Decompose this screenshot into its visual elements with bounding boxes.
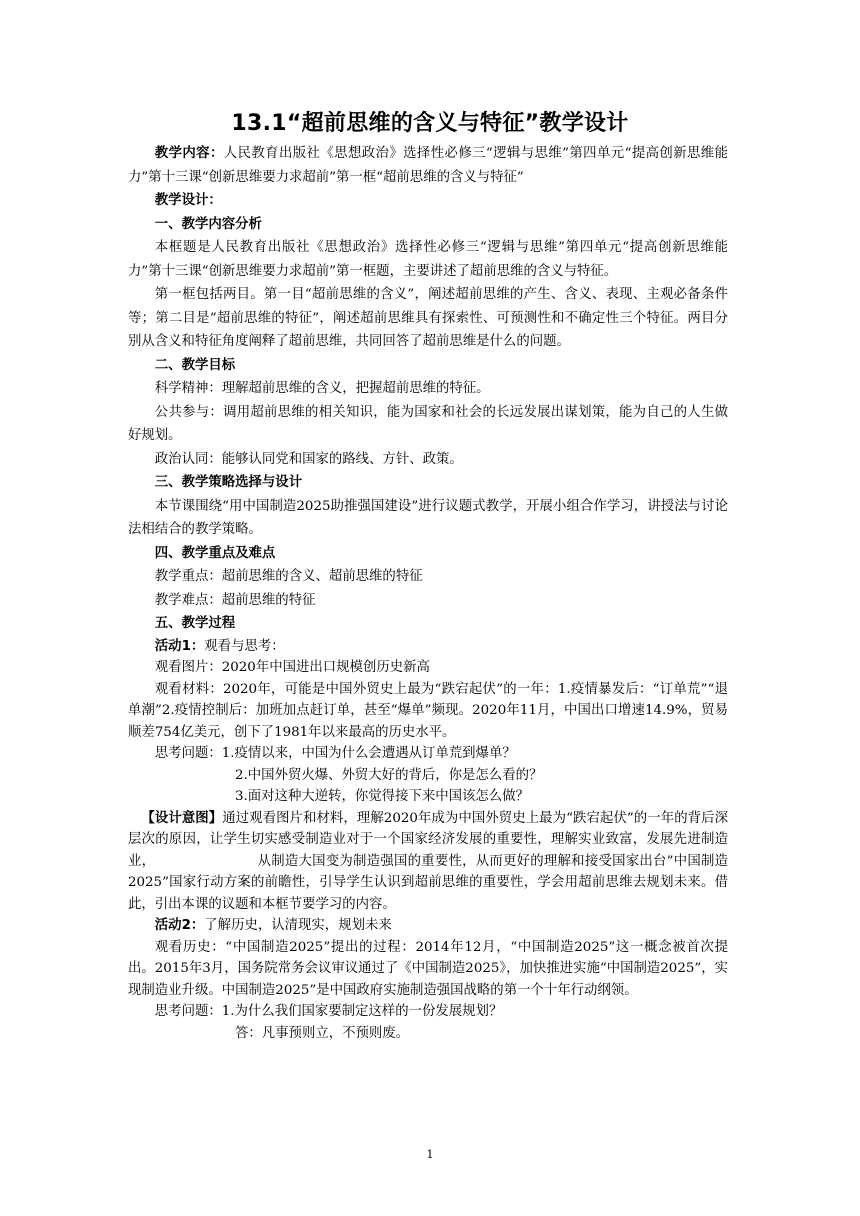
section-1-heading: 一、教学内容分析 (154, 216, 262, 232)
activity-1-question-1 (128, 743, 728, 765)
section-4-heading: 四、教学重点及难点 (154, 545, 276, 561)
activity-2-answer-1: 答：凡事预则立，不预则废。 (235, 1025, 410, 1041)
activity-1-question-2: 2.中国外贸火爆、外贸大好的背后，你是怎么看的？ (235, 767, 543, 783)
question-2-label: 思考问题： (154, 1004, 222, 1019)
goal-science: 科学精神：理解超前思维的含义，把握超前思维的特征。 (154, 381, 490, 396)
section-3-paragraph: 本节课围绕“用中国制造2025助推强国建设”进行议题式教学，开展小组合作学习，讲授法与讨论法相结合的教学策略。 (128, 498, 728, 537)
question-label: 思考问题： (154, 746, 222, 761)
design-intent-text: 通过观看图片和材料，理解2020年成为中国外贸史上最为“跌宕起伏”的一年的背后深层次的原因，让学生切实感受制造业对于一个国家经济发展的重要性，理解实业致富，发展先进制造业， 从制造大国变为制造强国的重要性，从而更好的理解和接受国家出台”中国制造2025”国家行动方案的前瞻性，引导学生认识到超前思维的重要性，学会用超前思维去规划未来。借此，引出本课的议题和本框节要学习的内容。 (128, 810, 728, 912)
activity-1-material: 观看材料：2020年，可能是中国外贸史上最为“跌宕起伏”的一年：1.疫情暴发后：“订单荒”“退单潮”2.疫情控制后：加班加点赶订单，甚至“爆单”频现。2020年11月，中国出口增速14.9%，贸易顺差754亿美元，创下了1981年以来最高的历史水平。 (128, 681, 728, 740)
section-2-heading: 二、教学目标 (154, 357, 236, 373)
document-title: 13.1“超前思维的含义与特征”教学设计 (231, 111, 629, 136)
key-point: 教学重点：超前思维的含义、超前思维的特征 (154, 569, 423, 584)
document-body (128, 142, 728, 1044)
question-2-1: 1.为什么我们国家要制定这样的一份发展规划？ (221, 1004, 503, 1019)
goal-political: 政治认同：能够认同党和国家的路线、方针、政策。 (154, 451, 463, 467)
goal-participation: 公共参与：调用超前思维的相关知识，能为国家和社会的长远发展出谋划策，能为自己的人生做好规划。 (128, 404, 728, 443)
section-5-heading: 五、教学过程 (154, 616, 236, 631)
activity-1-text: 观看与思考： (204, 638, 285, 654)
activity-1 (128, 636, 728, 658)
activity-1-question-3: 3.面对这种大逆转，你觉得接下来中国该怎么做？ (235, 789, 529, 804)
teaching-content-text: 人民教育出版社《思想政治》选择性必修三“逻辑与思维”第四单元“提高创新思维能力”第十三课“创新思维要力求超前”第一框“超前思维的含义与特征” (128, 146, 728, 185)
page-number: 1 (426, 1148, 434, 1161)
process-block (128, 636, 728, 1045)
section-1-paragraph-2: 第一框包括两目。第一目“超前思维的含义”，阐述超前思维的产生、含义、表现、主观必备条件等；第二目是“超前思维的特征”，阐述超前思维具有探索性、可预测性和不确定性三个特征。两目分别从含义和特征角度阐释了超前思维，共同回答了超前思维是什么的问题。 (128, 287, 728, 349)
teaching-design-label: 教学设计： (154, 193, 222, 208)
teaching-content (128, 142, 728, 189)
teaching-content-label: 教学内容： (154, 146, 224, 161)
activity-2-question-1 (128, 1001, 728, 1023)
activity-1-picture: 观看图片：2020年中国进出口规模创历史新高 (154, 660, 430, 675)
activity-1-label: 活动1： (154, 638, 205, 654)
activity-2-text: 了解历史，认清现实，规划未来 (204, 918, 392, 933)
activity-2-history: 观看历史：“中国制造2025”提出的过程：2014年12月，“中国制造2025”这一概念被首次提出。2015年3月，国务院常务会议审议通过了《中国制造2025》，加快推进实施“中国制造2025”，实现制造业升级。中国制造2025”是中国政府实施制造强国战略的第一个十年行动纲领。 (128, 939, 728, 998)
question-1: 1.疫情以来，中国为什么会遭遇从订单荒到爆单？ (221, 746, 516, 761)
activity-2 (128, 915, 728, 937)
difficult-point: 教学难点：超前思维的特征 (154, 592, 316, 608)
section-1-paragraph-1: 本框题是人民教育出版社《思想政治》选择性必修三“逻辑与思维”第四单元“提高创新思维能力”第十三课“创新思维要力求超前”第一框题，主要讲述了超前思维的含义与特征。 (128, 240, 728, 279)
activity-2-label: 活动2： (154, 918, 205, 933)
design-intent-label: 【设计意图】 (141, 810, 223, 826)
section-3-heading: 三、教学策略选择与设计 (154, 475, 303, 490)
design-intent (128, 808, 728, 916)
